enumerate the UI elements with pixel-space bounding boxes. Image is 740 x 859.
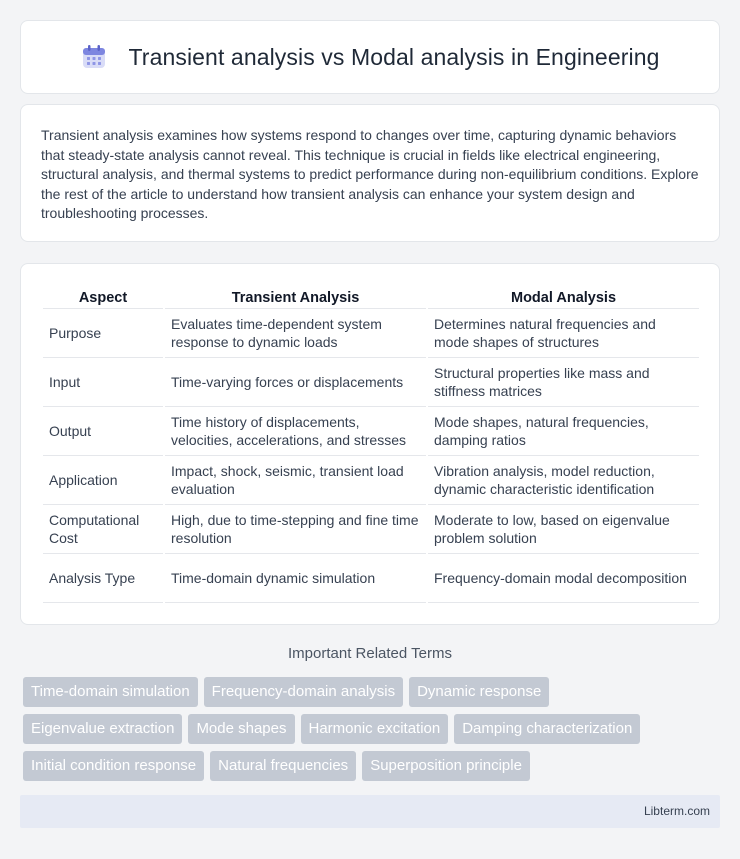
aspect-cell: Analysis Type <box>43 553 164 602</box>
related-term-tag[interactable]: Frequency-domain analysis <box>204 677 403 707</box>
aspect-cell: Output <box>43 406 164 455</box>
transient-cell: Evaluates time-dependent system response to dynamic loads <box>164 308 427 357</box>
footer-site-link[interactable]: Libterm.com <box>643 804 710 818</box>
table-header-row <box>43 286 699 308</box>
related-terms-list <box>23 677 723 788</box>
intro-card <box>20 104 720 242</box>
calendar-icon <box>81 44 107 70</box>
modal-cell: Structural properties like mass and stiffness matrices <box>427 357 699 406</box>
related-term-tag[interactable]: Harmonic excitation <box>301 714 449 744</box>
aspect-cell: Input <box>43 357 164 406</box>
page-title: Transient analysis vs Modal analysis in Engineering <box>128 43 660 70</box>
table-row <box>43 553 699 602</box>
tag-row <box>23 751 723 781</box>
transient-cell: Impact, shock, seismic, transient load evaluation <box>164 455 427 504</box>
related-term-tag[interactable]: Dynamic response <box>409 677 549 707</box>
footer-bar <box>20 795 720 828</box>
modal-cell: Vibration analysis, model reduction, dynamic characteristic identification <box>427 455 699 504</box>
related-term-tag[interactable]: Damping characterization <box>454 714 640 744</box>
header-modal: Modal Analysis <box>427 286 699 308</box>
transient-cell: High, due to time-stepping and fine time resolution <box>164 504 427 553</box>
tag-row <box>23 714 723 744</box>
table-row <box>43 357 699 406</box>
aspect-cell: Computational Cost <box>43 504 164 553</box>
related-term-tag[interactable]: Eigenvalue extraction <box>23 714 182 744</box>
transient-cell: Time history of displacements, velocities, accelerations, and stresses <box>164 406 427 455</box>
aspect-cell: Purpose <box>43 308 164 357</box>
related-term-tag[interactable]: Superposition principle <box>362 751 530 781</box>
modal-cell: Determines natural frequencies and mode shapes of structures <box>427 308 699 357</box>
related-term-tag[interactable]: Time-domain simulation <box>23 677 198 707</box>
modal-cell: Moderate to low, based on eigenvalue problem solution <box>427 504 699 553</box>
modal-cell: Mode shapes, natural frequencies, damping ratios <box>427 406 699 455</box>
aspect-cell: Application <box>43 455 164 504</box>
tag-row <box>23 677 723 707</box>
intro-paragraph: Transient analysis examines how systems respond to changes over time, capturing dynamic behaviors that steady-state analysis cannot reveal. This technique is crucial in fields like electrical engineering, structural analysis, and thermal systems to predict performance during non-equilibrium conditions. Explore the rest of the article to understand how transient analysis can enhance your system design and troubleshooting processes. <box>41 127 699 222</box>
header-aspect: Aspect <box>43 286 164 308</box>
comparison-card <box>20 263 720 625</box>
table-row <box>43 455 699 504</box>
title-card <box>20 20 720 94</box>
table-row <box>43 504 699 553</box>
table-row <box>43 308 699 357</box>
related-term-tag[interactable]: Mode shapes <box>188 714 294 744</box>
transient-cell: Time-domain dynamic simulation <box>164 553 427 602</box>
header-transient: Transient Analysis <box>164 286 427 308</box>
comparison-table <box>43 286 699 603</box>
table-row <box>43 406 699 455</box>
modal-cell: Frequency-domain modal decomposition <box>427 553 699 602</box>
related-term-tag[interactable]: Initial condition response <box>23 751 204 781</box>
transient-cell: Time-varying forces or displacements <box>164 357 427 406</box>
related-terms-title: Important Related Terms <box>288 645 452 662</box>
related-term-tag[interactable]: Natural frequencies <box>210 751 356 781</box>
